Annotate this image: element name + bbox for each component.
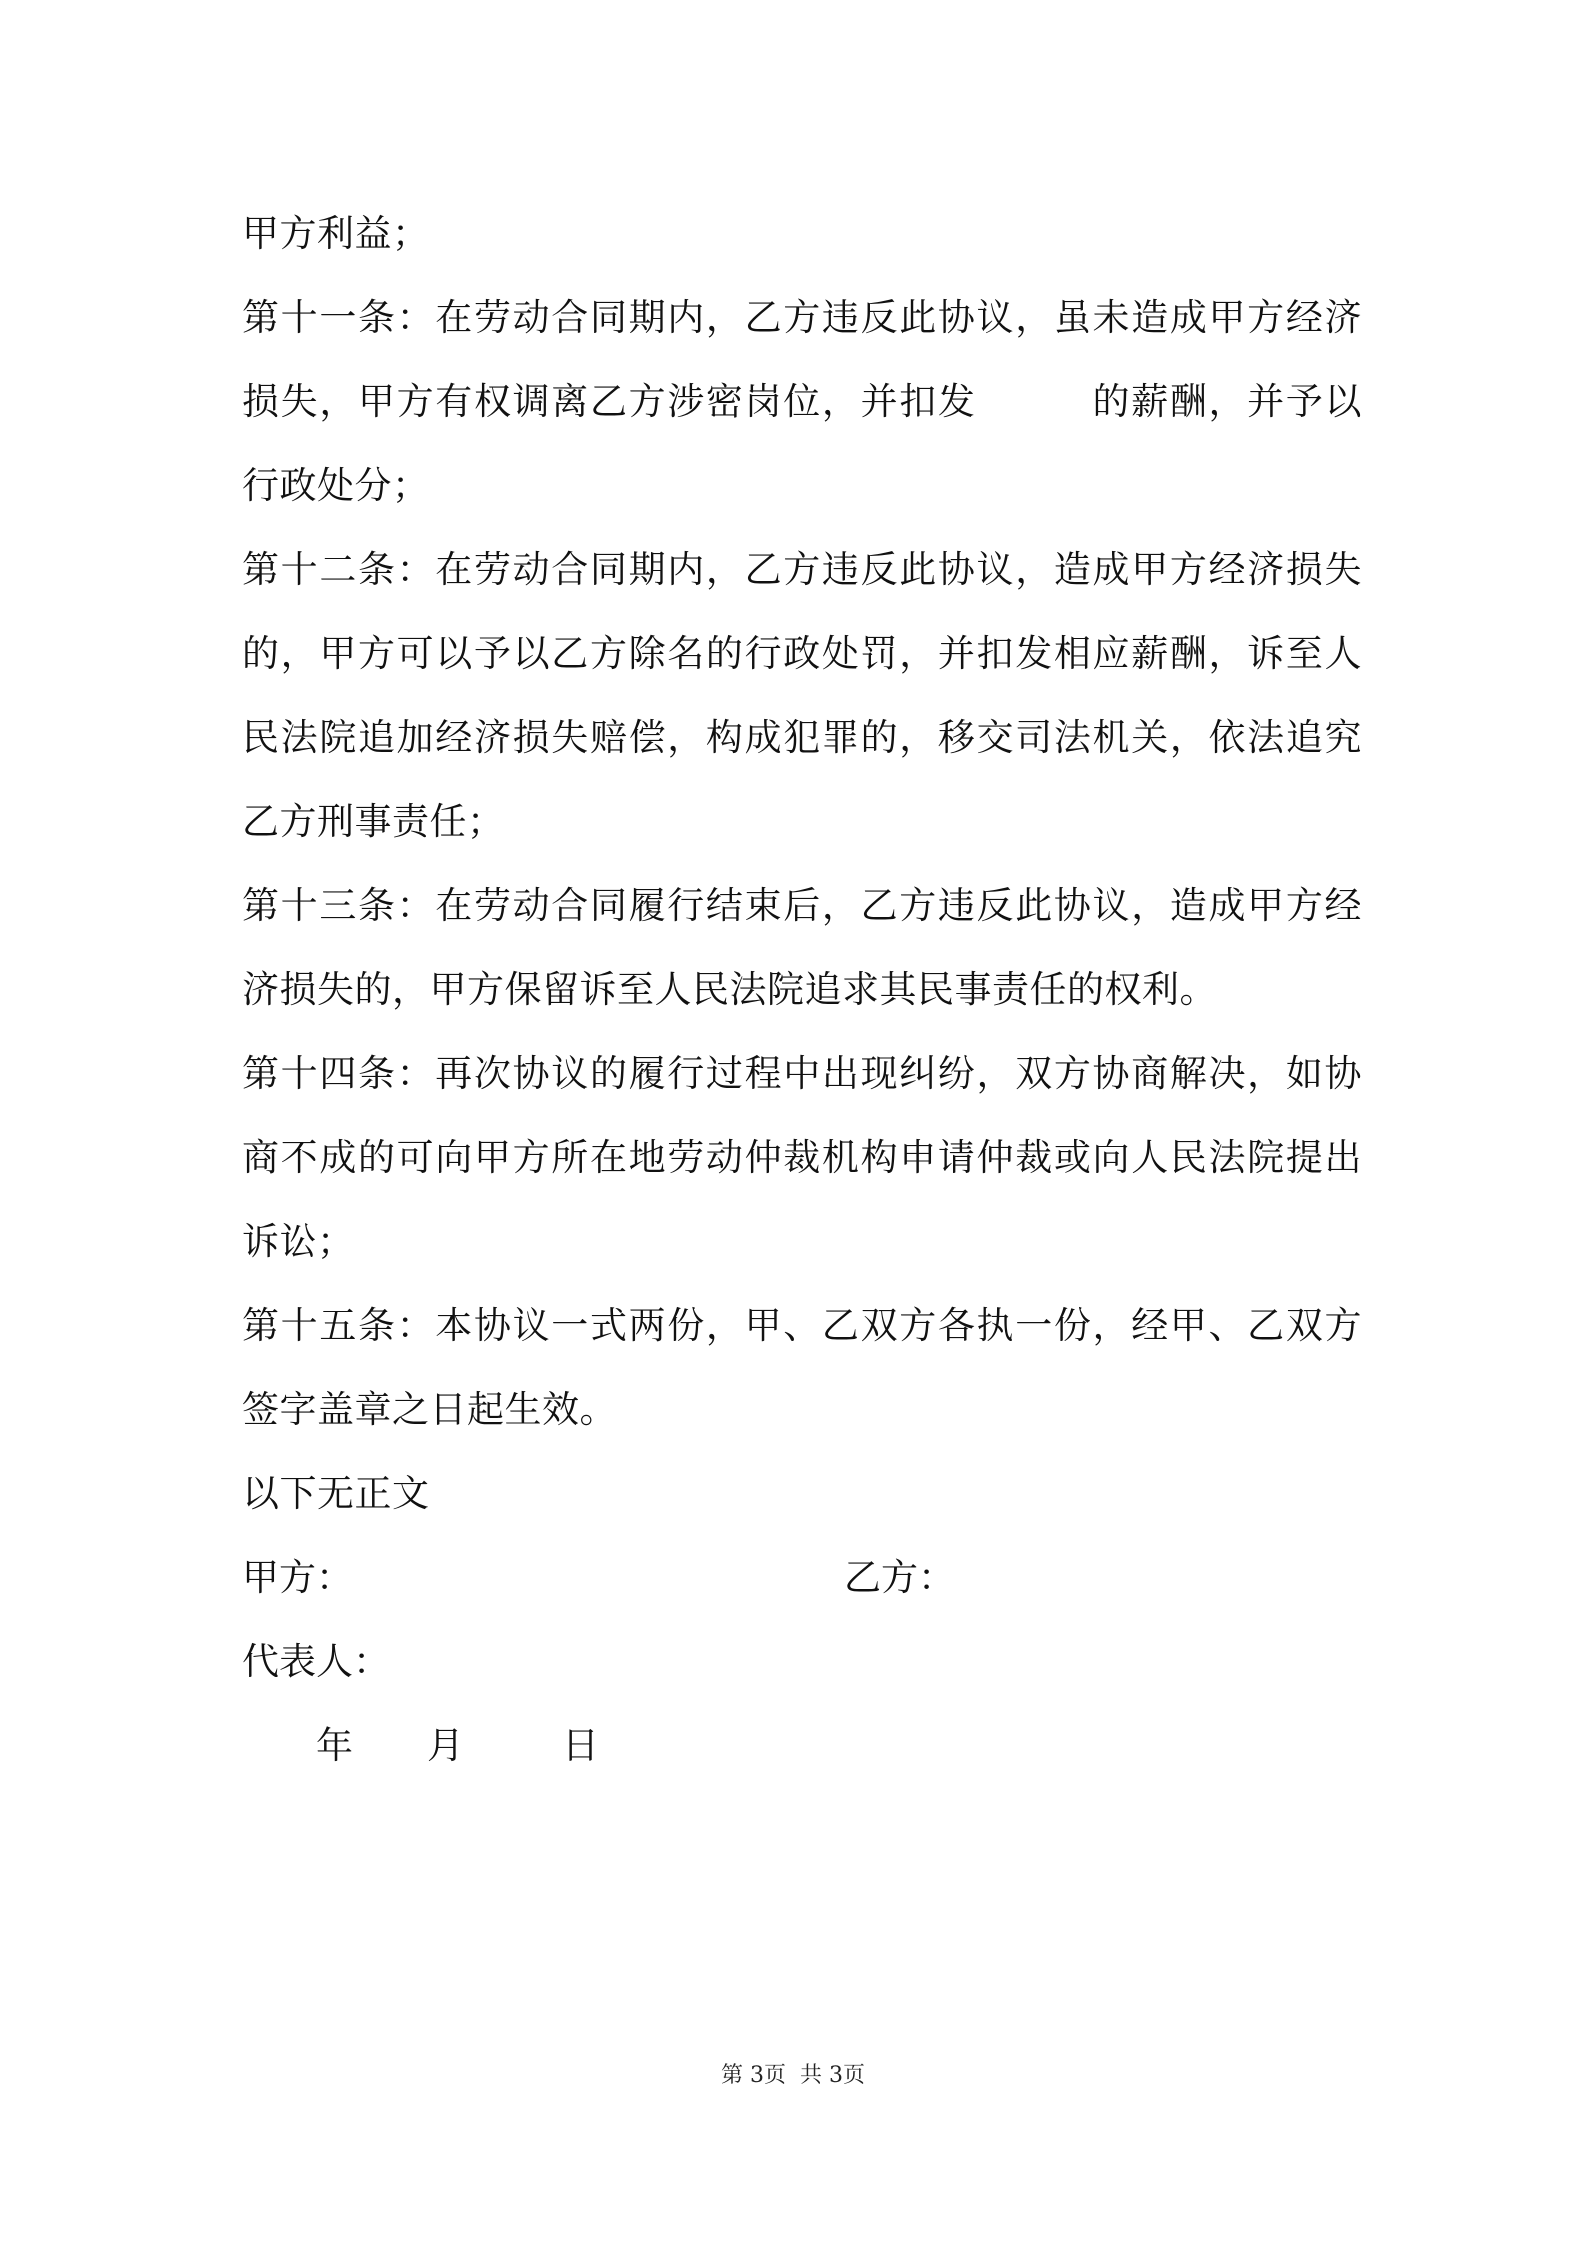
paragraph-continuation: 甲方利益； (242, 212, 430, 255)
party-a-label: 甲方： (242, 1556, 353, 1599)
document-body (242, 192, 1362, 1788)
date-day-label: 日 (562, 1724, 599, 1767)
page-total: 共 3页 (800, 2063, 865, 2088)
page-footer (0, 2058, 1586, 2089)
party-b-label: 乙方： (844, 1556, 955, 1599)
end-of-text-note: 以下无正文 (242, 1472, 430, 1515)
signature-row (242, 1536, 1362, 1620)
clause-14: 第十四条：再次协议的履行过程中出现纠纷，双方协商解决，如协商不成的可向甲方所在地劳动仲裁机构申请仲裁或向人民法院提出诉讼； (242, 1052, 1362, 1263)
representative-label: 代表人： (242, 1640, 390, 1683)
date-month-label: 月 (427, 1724, 464, 1767)
date-row (242, 1704, 1362, 1788)
clause-12: 第十二条：在劳动合同期内，乙方违反此协议，造成甲方经济损失的，甲方可以予以乙方除名的行政处罚，并扣发相应薪酬，诉至人民法院追加经济损失赔偿，构成犯罪的，移交司法机关，依法追究乙方刑事责任； (242, 548, 1362, 843)
representative-row (242, 1620, 1362, 1704)
clause-13: 第十三条：在劳动合同履行结束后，乙方违反此协议，造成甲方经济损失的，甲方保留诉至人民法院追求其民事责任的权利。 (242, 884, 1362, 1011)
page-number: 第 3页 (721, 2063, 786, 2088)
date-year-label: 年 (316, 1724, 353, 1767)
clause-11: 第十一条：在劳动合同期内，乙方违反此协议，虽未造成甲方经济损失，甲方有权调离乙方涉密岗位，并扣发 的薪酬，并予以行政处分； (242, 296, 1362, 507)
clause-15: 第十五条：本协议一式两份，甲、乙双方各执一份，经甲、乙双方签字盖章之日起生效。 (242, 1304, 1362, 1431)
